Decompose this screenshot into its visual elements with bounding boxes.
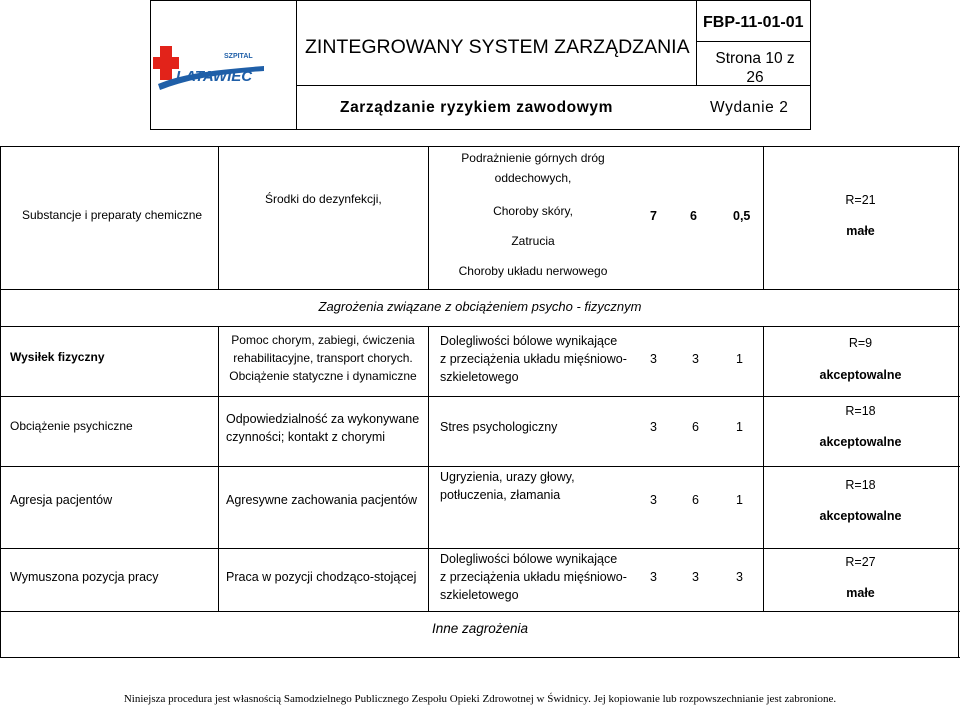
effect-line: potłuczenia, złamania	[440, 488, 561, 502]
table-rule	[0, 146, 960, 147]
factor-cell: Wymuszona pozycja pracy	[10, 570, 159, 584]
exposure-value: 3	[736, 570, 743, 584]
risk-level: małe	[846, 224, 875, 238]
factor-cell: Obciążenie psychiczne	[10, 419, 133, 433]
exposure-value: 1	[736, 352, 743, 366]
effect-line: Choroby skóry,	[493, 204, 573, 218]
effect-line: Dolegliwości bólowe wynikające	[440, 334, 618, 348]
page-info-line1: Strona 10 z	[715, 50, 795, 67]
svg-text:SZPITAL: SZPITAL	[224, 53, 253, 60]
severity-value: 6	[692, 420, 699, 434]
factor-cell: Substancje i preparaty chemiczne	[22, 208, 203, 222]
risk-score: R=18	[845, 478, 876, 492]
severity-value: 6	[692, 493, 699, 507]
effect-line: szkieletowego	[440, 370, 519, 384]
risk-level: akceptowalne	[819, 435, 902, 449]
exposure-value: 1	[736, 493, 743, 507]
risk-level: akceptowalne	[819, 509, 902, 523]
probability-value: 3	[650, 352, 657, 366]
effect-line: z przeciążenia układu mięśniowo-	[440, 352, 627, 366]
risk-score: R=18	[845, 404, 876, 418]
source-line: czynności; kontakt z chorymi	[226, 430, 386, 444]
page-info-line2: 26	[746, 69, 764, 86]
svg-text:LATAWIEC: LATAWIEC	[176, 68, 253, 85]
risk-level: małe	[846, 586, 875, 600]
risk-level: akceptowalne	[819, 368, 902, 382]
effect-line: Dolegliwości bólowe wynikające	[440, 552, 618, 566]
system-title: ZINTEGROWANY SYSTEM ZARZĄDZANIA	[305, 36, 690, 58]
effect-cell: Stres psychologiczny	[440, 420, 558, 434]
source-cell: Środki do dezynfekcji,	[265, 192, 382, 206]
table-rule	[958, 146, 959, 657]
table-rule	[218, 146, 219, 289]
severity-value: 3	[692, 352, 699, 366]
effect-line: Zatrucia	[511, 234, 555, 248]
edition-label: Wydanie 2	[710, 99, 789, 116]
source-cell: Praca w pozycji chodząco-stojącej	[226, 570, 417, 584]
probability-value: 3	[650, 493, 657, 507]
document-subtitle: Zarządzanie ryzykiem zawodowym	[340, 99, 613, 116]
effect-line: z przeciążenia układu mięśniowo-	[440, 570, 627, 584]
document-code: FBP-11-01-01	[703, 14, 804, 31]
severity-value: 3	[692, 570, 699, 584]
table-rule	[0, 289, 960, 290]
exposure-value: 0,5	[733, 209, 751, 223]
probability-value: 3	[650, 570, 657, 584]
table-rule	[763, 146, 764, 289]
risk-score: R=9	[848, 336, 873, 350]
table-rule	[0, 466, 960, 467]
effect-line: Choroby układu nerwowego	[458, 264, 608, 278]
risk-score: R=27	[845, 555, 876, 569]
effect-line: oddechowych,	[494, 171, 572, 185]
source-cell: Agresywne zachowania pacjentów	[226, 493, 418, 507]
table-rule	[0, 326, 960, 327]
factor-cell: Agresja pacjentów	[10, 493, 113, 507]
factor-cell: Wysiłek fizyczny	[10, 350, 105, 364]
source-line: Pomoc chorym, zabiegi, ćwiczenia	[231, 333, 415, 347]
risk-score: R=21	[845, 193, 876, 207]
effect-line: Podrażnienie górnych dróg	[461, 151, 605, 165]
source-line: rehabilitacyjne, transport chorych.	[233, 351, 413, 365]
section-heading: Zagrożenia związane z obciążeniem psycho - fizycznym	[318, 299, 642, 314]
page-footer: Niniejsza procedura jest własnością Samodzielnego Publicznego Zespołu Opieki Zdrowotnej w Świdnicy. Jej kopiowanie lub rozpowszechnianie jest zabronione.	[123, 693, 837, 705]
effect-line: Ugryzienia, urazy głowy,	[440, 470, 575, 484]
probability-value: 7	[650, 209, 657, 223]
exposure-value: 1	[736, 420, 743, 434]
table-rule	[0, 548, 960, 549]
table-rule	[0, 657, 960, 658]
source-line: Obciążenie statyczne i dynamiczne	[229, 369, 417, 383]
source-line: Odpowiedzialność za wykonywane	[226, 412, 420, 426]
table-rule	[0, 146, 1, 657]
section-heading: Inne zagrożenia	[432, 621, 529, 636]
effect-line: szkieletowego	[440, 588, 519, 602]
table-rule	[0, 396, 960, 397]
probability-value: 3	[650, 420, 657, 434]
severity-value: 6	[690, 209, 697, 223]
table-rule	[428, 326, 429, 611]
table-rule	[0, 611, 960, 612]
